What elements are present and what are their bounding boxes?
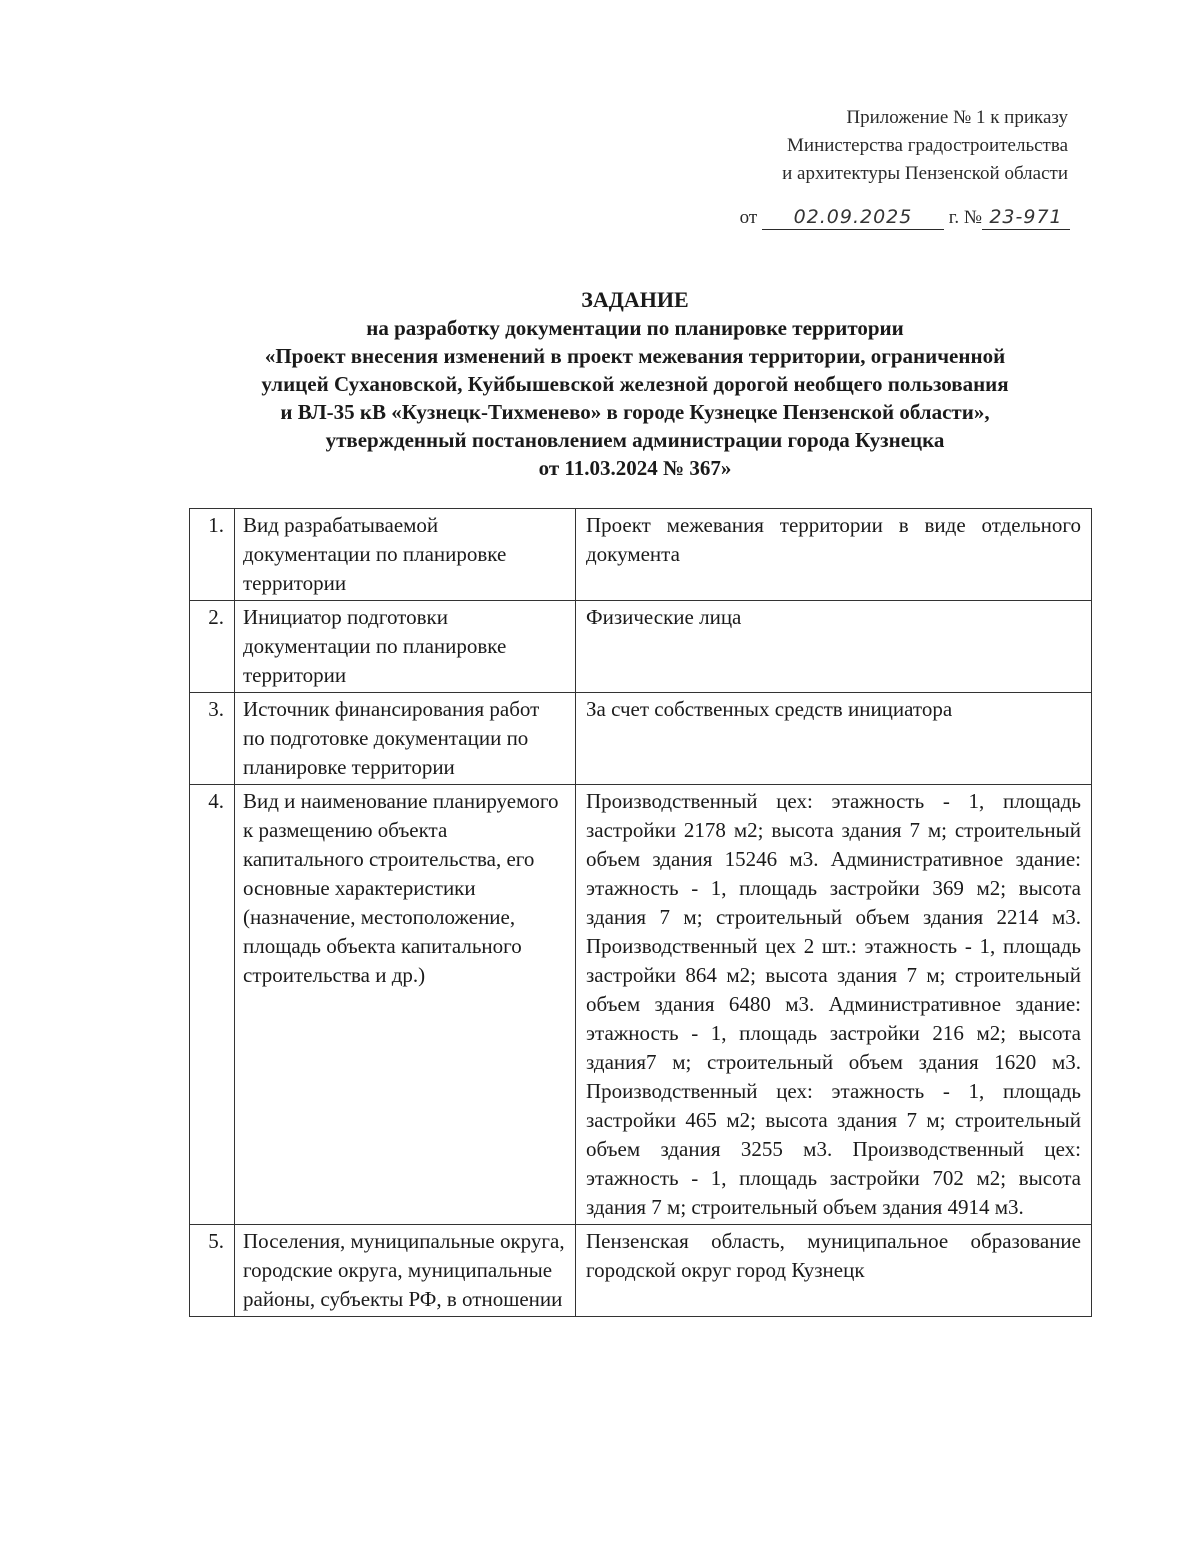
annex-header [782,104,1068,188]
row-label: Инициатор подготовки документации по планировке территории [235,601,576,693]
order-date-number [740,205,1070,230]
order-prefix: от [739,207,758,228]
row-number: 4. [190,785,235,1225]
title-line-1: на разработку документации по планировке территории [366,316,904,340]
row-label: Вид разрабатываемой документации по планировке территории [235,509,576,601]
title-line-2: «Проект внесения изменений в проект межевания территории, ограниченной [264,344,1006,368]
title-main: ЗАДАНИЕ [581,287,689,312]
title-line-4: и ВЛ-35 кВ «Кузнецк-Тихменево» в городе Кузнецке Пензенской области», [280,400,990,424]
order-date: 02.09.2025 [762,205,944,230]
row-value: За счет собственных средств инициатора [576,693,1092,785]
annex-line-3: и архитектуры Пензенской области [782,163,1068,184]
row-label: Поселения, муниципальные округа, городские округа, муниципальные районы, субъекты РФ, в отношении [235,1225,576,1317]
title-line-3: улицей Сухановской, Куйбышевской железной дорогой необщего пользования [261,372,1009,396]
row-label: Вид и наименование планируемого к размещению объекта капитального строительства, его основные характеристики (назначение, местоположение, площадь объекта капитального строительства и др.) [235,785,576,1225]
document-title [160,286,1110,482]
order-mid: г. № [948,207,982,228]
annex-line-1: Приложение № 1 к приказу [846,107,1068,128]
row-value: Пензенская область, муниципальное образование городской округ город Кузнецк [576,1225,1092,1317]
order-number: 23-971 [982,205,1070,230]
title-line-5: утвержденный постановлением администрации города Кузнецка [325,428,945,452]
row-value: Физические лица [576,601,1092,693]
annex-line-2: Министерства градостроительства [787,135,1068,156]
row-number: 5. [190,1225,235,1317]
row-label: Источник финансирования работ по подготовке документации по планировке территории [235,693,576,785]
table-row [190,1225,1092,1317]
table-row [190,693,1092,785]
table-row [190,785,1092,1225]
row-value: Производственный цех: этажность - 1, площадь застройки 2178 м2; высота здания 7 м; строительный объем здания 15246 м3. Административное здание: этажность - 1, площадь застройки 369 м2; высота здания 7 м; строительный объем здания 2214 м3. Производственный цех 2 шт.: этажность - 1, площадь застройки 864 м2; высота здания 7 м; строительный объем здания 6480 м3. Административное здание: этажность - 1, площадь застройки 216 м2; высота здания7 м; строительный объем здания 1620 м3. Производственный цех: этажность - 1, площадь застройки 465 м2; высота здания 7 м; строительный объем здания 3255 м3. Производственный цех: этажность - 1, площадь застройки 702 м2; высота здания 7 м; строительный объем здания 4914 м3. [576,785,1092,1225]
row-value: Проект межевания территории в виде отдельного документа [576,509,1092,601]
title-line-6: от 11.03.2024 № 367» [538,456,732,480]
row-number: 1. [190,509,235,601]
table-row [190,509,1092,601]
table-row [190,601,1092,693]
row-number: 3. [190,693,235,785]
task-table [189,508,1092,1317]
row-number: 2. [190,601,235,693]
